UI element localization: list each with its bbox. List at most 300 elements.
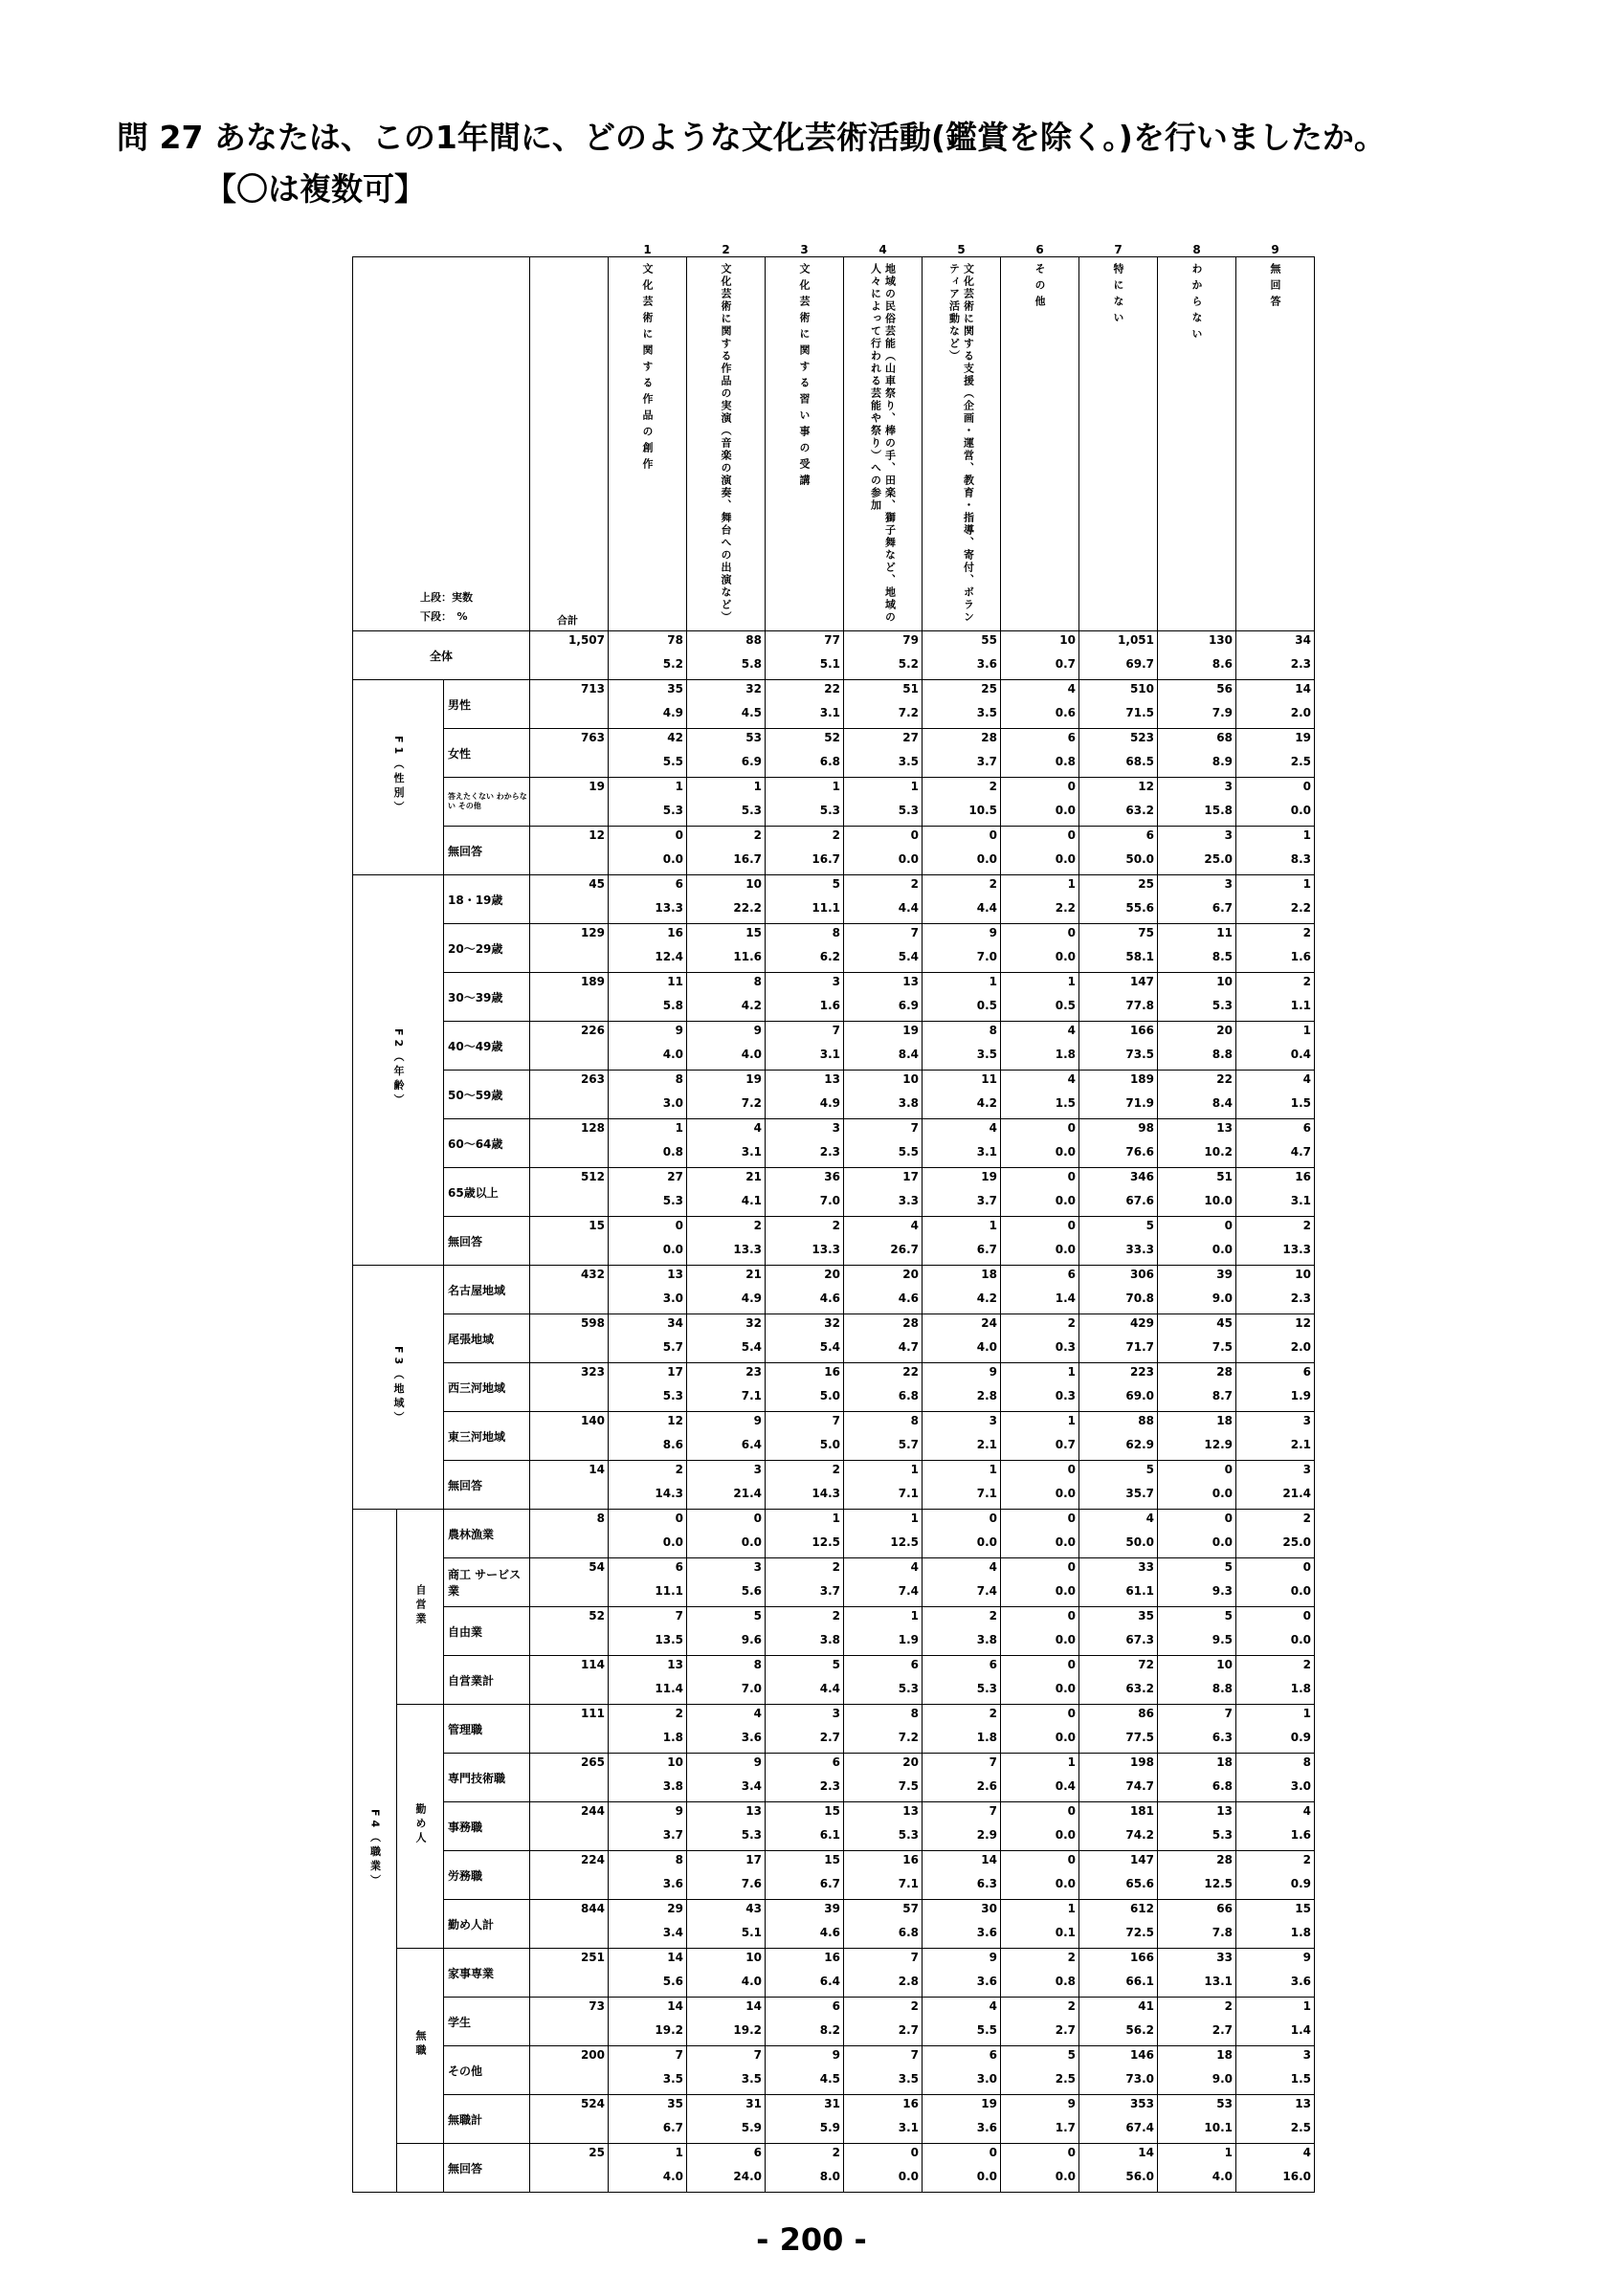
count-cell: 1: [923, 1461, 1001, 1486]
pct-cell: 15.8: [1158, 802, 1236, 827]
table-row: [353, 778, 1315, 803]
count-cell: 3: [687, 1461, 766, 1486]
count-cell: 1,051: [1079, 631, 1158, 656]
row-total: 15: [530, 1217, 609, 1266]
pct-cell: 3.5: [923, 704, 1001, 729]
row-label: 男性: [444, 680, 530, 729]
count-cell: 8: [609, 1851, 687, 1876]
count-cell: 6: [1236, 1363, 1315, 1388]
row-label-all: 全体: [353, 631, 530, 680]
pct-cell: 1.8: [1001, 1046, 1079, 1071]
pct-cell: 3.5: [923, 1046, 1001, 1071]
count-cell: 2: [1236, 924, 1315, 949]
row-total: 54: [530, 1558, 609, 1607]
pct-cell: 5.3: [844, 802, 923, 827]
count-cell: 1: [844, 1607, 923, 1632]
table-row: [353, 1705, 1315, 1730]
count-cell: 5: [1079, 1217, 1158, 1242]
count-cell: 2: [766, 1461, 844, 1486]
pct-cell: 12.4: [609, 948, 687, 973]
pct-cell: 65.6: [1079, 1875, 1158, 1900]
row-label: 労務職: [444, 1851, 530, 1900]
pct-cell: 33.3: [1079, 1241, 1158, 1266]
pct-cell: 3.6: [923, 1924, 1001, 1949]
count-cell: 4: [844, 1558, 923, 1583]
pct-cell: 2.0: [1236, 1338, 1315, 1363]
column-header-label: 文化芸術に関する支援（企画・運営、教育・指導、寄付、ボランティア活動など）: [947, 263, 975, 624]
page-number: - 200 -: [756, 2221, 867, 2258]
pct-cell: 5.4: [766, 1338, 844, 1363]
pct-cell: 56.2: [1079, 2021, 1158, 2046]
pct-cell: 4.6: [766, 1290, 844, 1314]
row-total: 844: [530, 1900, 609, 1949]
pct-cell: 0.0: [1236, 802, 1315, 827]
pct-cell: 4.6: [844, 1290, 923, 1314]
table-row: [353, 1656, 1315, 1681]
count-cell: 57: [844, 1900, 923, 1925]
column-number: 4: [878, 243, 887, 256]
count-cell: 1: [923, 1217, 1001, 1242]
count-cell: 0: [1236, 1607, 1315, 1632]
count-cell: 10: [1236, 1266, 1315, 1291]
count-cell: 510: [1079, 680, 1158, 705]
table-row: [353, 1754, 1315, 1778]
pct-cell: 0.0: [1001, 2168, 1079, 2193]
table-row: [353, 1119, 1315, 1144]
row-label: 家事専業: [444, 1949, 530, 1998]
pct-cell: 2.7: [766, 1729, 844, 1754]
pct-cell: 71.5: [1079, 704, 1158, 729]
count-cell: 30: [923, 1900, 1001, 1925]
count-cell: 0: [609, 1510, 687, 1534]
column-header: [1158, 257, 1236, 631]
pct-cell: 70.8: [1079, 1290, 1158, 1314]
count-cell: 14: [609, 1949, 687, 1974]
row-total: 323: [530, 1363, 609, 1412]
count-cell: 53: [687, 729, 766, 754]
pct-cell: 0.0: [844, 850, 923, 875]
subgroup-label-text: 勤め人: [414, 1803, 427, 1846]
pct-cell: 8.4: [844, 1046, 923, 1071]
pct-cell: 2.3: [766, 1143, 844, 1168]
count-cell: 33: [1079, 1558, 1158, 1583]
count-cell: 346: [1079, 1168, 1158, 1193]
subgroup-label: [397, 2144, 444, 2193]
count-cell: 0: [923, 2144, 1001, 2169]
pct-cell: 5.0: [766, 1387, 844, 1412]
count-cell: 51: [1158, 1168, 1236, 1193]
count-cell: 13: [844, 1802, 923, 1827]
count-cell: 14: [1236, 680, 1315, 705]
pct-cell: 0.0: [1001, 1729, 1079, 1754]
pct-cell: 7.6: [687, 1875, 766, 1900]
count-cell: 7: [609, 1607, 687, 1632]
pct-cell: 3.7: [923, 1192, 1001, 1217]
count-cell: 9: [687, 1412, 766, 1437]
pct-cell: 71.7: [1079, 1338, 1158, 1363]
column-header: [923, 257, 1001, 631]
pct-cell: 0.0: [609, 1534, 687, 1558]
count-cell: 68: [1158, 729, 1236, 754]
count-cell: 12: [609, 1412, 687, 1437]
row-total: 52: [530, 1607, 609, 1656]
count-cell: 1: [1001, 875, 1079, 900]
pct-cell: 10.0: [1158, 1192, 1236, 1217]
table-row: [353, 1412, 1315, 1437]
count-cell: 9: [766, 2046, 844, 2071]
count-cell: 9: [923, 1363, 1001, 1388]
pct-cell: 0.0: [1001, 1241, 1079, 1266]
pct-cell: 7.4: [844, 1582, 923, 1607]
count-cell: 6: [1236, 1119, 1315, 1144]
row-total: 763: [530, 729, 609, 778]
pct-cell: 13.3: [766, 1241, 844, 1266]
count-cell: 18: [1158, 2046, 1236, 2071]
count-cell: 3: [1158, 827, 1236, 851]
count-cell: 306: [1079, 1266, 1158, 1291]
pct-cell: 67.3: [1079, 1631, 1158, 1656]
pct-cell: 0.5: [923, 997, 1001, 1022]
count-cell: 19: [844, 1022, 923, 1047]
row-label: その他: [444, 2046, 530, 2095]
pct-cell: 3.8: [923, 1631, 1001, 1656]
pct-cell: 3.0: [923, 2070, 1001, 2095]
question-title: 問 27 あなたは、この1年間に、どのような文化芸術活動(鑑賞を除く。)を行いましたか。: [117, 119, 1386, 156]
row-total: 263: [530, 1071, 609, 1119]
count-cell: 1: [687, 778, 766, 803]
row-label: 無回答: [444, 2144, 530, 2193]
row-label: 60～64歳: [444, 1119, 530, 1168]
count-cell: 10: [687, 875, 766, 900]
count-cell: 17: [687, 1851, 766, 1876]
pct-cell: 0.8: [609, 1143, 687, 1168]
row-label: 東三河地域: [444, 1412, 530, 1461]
row-label: 農林漁業: [444, 1510, 530, 1558]
pct-cell: 7.2: [844, 704, 923, 729]
count-cell: 24: [923, 1314, 1001, 1339]
count-cell: 1: [844, 1510, 923, 1534]
pct-cell: 2.7: [1158, 2021, 1236, 2046]
pct-cell: 1.8: [1236, 1924, 1315, 1949]
count-cell: 0: [609, 827, 687, 851]
pct-cell: 0.8: [1001, 1973, 1079, 1998]
pct-cell: 3.3: [844, 1192, 923, 1217]
count-cell: 4: [1001, 1071, 1079, 1095]
pct-cell: 2.3: [766, 1777, 844, 1802]
pct-cell: 5.0: [766, 1436, 844, 1461]
count-cell: 13: [609, 1266, 687, 1291]
table-row: [353, 1071, 1315, 1095]
table-row: [353, 1217, 1315, 1242]
pct-cell: 11.1: [766, 899, 844, 924]
count-cell: 16: [1236, 1168, 1315, 1193]
pct-cell: 77.8: [1079, 997, 1158, 1022]
count-cell: 2: [687, 1217, 766, 1242]
row-total: 140: [530, 1412, 609, 1461]
count-cell: 13: [1158, 1802, 1236, 1827]
pct-cell: 0.0: [1001, 948, 1079, 973]
pct-cell: 0.6: [1001, 704, 1079, 729]
table-row: [353, 924, 1315, 949]
pct-cell: 63.2: [1079, 1680, 1158, 1705]
pct-cell: 2.0: [1236, 704, 1315, 729]
count-cell: 189: [1079, 1071, 1158, 1095]
column-header-label: 無回答: [1269, 263, 1281, 312]
table-row: [353, 973, 1315, 998]
count-cell: 2: [766, 2144, 844, 2169]
table-row: [353, 631, 1315, 656]
pct-cell: 10.5: [923, 802, 1001, 827]
pct-cell: 0.0: [1001, 1192, 1079, 1217]
pct-cell: 9.0: [1158, 2070, 1236, 2095]
count-cell: 4: [923, 1558, 1001, 1583]
count-cell: 11: [609, 973, 687, 998]
count-cell: 0: [844, 2144, 923, 2169]
header-corner: [353, 257, 530, 631]
count-cell: 34: [609, 1314, 687, 1339]
pct-cell: 4.0: [1158, 2168, 1236, 2193]
count-cell: 28: [923, 729, 1001, 754]
row-label: 西三河地域: [444, 1363, 530, 1412]
subgroup-label: [397, 1510, 444, 1705]
count-cell: 8: [766, 924, 844, 949]
count-cell: 2: [1236, 1656, 1315, 1681]
count-cell: 3: [766, 973, 844, 998]
count-cell: 98: [1079, 1119, 1158, 1144]
count-cell: 41: [1079, 1998, 1158, 2022]
count-cell: 2: [766, 1607, 844, 1632]
pct-cell: 22.2: [687, 899, 766, 924]
count-cell: 8: [1236, 1754, 1315, 1778]
pct-cell: 5.3: [1158, 1826, 1236, 1851]
question-note: 【〇は複数可】: [205, 170, 426, 208]
column-header-label: 文化芸術に関する習い事の受講: [798, 263, 811, 491]
column-header-label: 特にない: [1112, 263, 1124, 328]
pct-cell: 9.6: [687, 1631, 766, 1656]
pct-cell: 0.0: [923, 850, 1001, 875]
pct-cell: 5.2: [844, 655, 923, 680]
pct-cell: 5.3: [844, 1680, 923, 1705]
table-row: [353, 1266, 1315, 1291]
count-cell: 10: [609, 1754, 687, 1778]
pct-cell: 5.9: [687, 2119, 766, 2144]
table-row: [353, 1558, 1315, 1583]
group-label: [353, 1510, 397, 2193]
count-cell: 2: [766, 1217, 844, 1242]
count-cell: 0: [1001, 1851, 1079, 1876]
pct-cell: 74.2: [1079, 1826, 1158, 1851]
pct-cell: 0.0: [1158, 1241, 1236, 1266]
pct-cell: 5.3: [687, 802, 766, 827]
count-cell: 39: [1158, 1266, 1236, 1291]
count-cell: 2: [923, 875, 1001, 900]
pct-cell: 8.6: [609, 1436, 687, 1461]
count-cell: 8: [844, 1412, 923, 1437]
pct-cell: 16.7: [766, 850, 844, 875]
count-cell: 39: [766, 1900, 844, 1925]
count-cell: 0: [1001, 1656, 1079, 1681]
row-total: 189: [530, 973, 609, 1022]
count-cell: 3: [1158, 875, 1236, 900]
table-row: [353, 1363, 1315, 1388]
column-number: 6: [1035, 243, 1044, 256]
row-label: 50～59歳: [444, 1071, 530, 1119]
pct-cell: 4.0: [609, 1046, 687, 1071]
pct-cell: 2.1: [923, 1436, 1001, 1461]
count-cell: 43: [687, 1900, 766, 1925]
pct-cell: 13.3: [687, 1241, 766, 1266]
count-cell: 6: [766, 1998, 844, 2022]
row-label: 無回答: [444, 1461, 530, 1510]
pct-cell: 24.0: [687, 2168, 766, 2193]
count-cell: 1: [1236, 1998, 1315, 2022]
count-cell: 4: [1236, 2144, 1315, 2169]
pct-cell: 8.3: [1236, 850, 1315, 875]
pct-cell: 6.9: [844, 997, 923, 1022]
count-cell: 23: [687, 1363, 766, 1388]
count-cell: 7: [844, 924, 923, 949]
count-cell: 3: [1236, 2046, 1315, 2071]
pct-cell: 4.0: [923, 1338, 1001, 1363]
pct-cell: 4.9: [766, 1094, 844, 1119]
count-cell: 6: [687, 2144, 766, 2169]
count-cell: 6: [923, 2046, 1001, 2071]
count-cell: 1: [1236, 875, 1315, 900]
pct-cell: 12.5: [844, 1534, 923, 1558]
pct-cell: 0.7: [1001, 655, 1079, 680]
pct-cell: 6.8: [844, 1387, 923, 1412]
count-cell: 13: [844, 973, 923, 998]
count-cell: 14: [687, 1998, 766, 2022]
column-header-label: わからない: [1190, 263, 1203, 344]
count-cell: 2: [1236, 1851, 1315, 1876]
count-cell: 75: [1079, 924, 1158, 949]
pct-cell: 1.7: [1001, 2119, 1079, 2144]
table-row: [353, 875, 1315, 900]
count-cell: 10: [1001, 631, 1079, 656]
count-cell: 14: [923, 1851, 1001, 1876]
count-cell: 3: [1236, 1461, 1315, 1486]
pct-cell: 25.0: [1236, 1534, 1315, 1558]
count-cell: 51: [844, 680, 923, 705]
pct-cell: 5.3: [687, 1826, 766, 1851]
pct-cell: 0.0: [844, 2168, 923, 2193]
count-cell: 6: [766, 1754, 844, 1778]
pct-cell: 1.6: [766, 997, 844, 1022]
count-cell: 0: [609, 1217, 687, 1242]
count-cell: 166: [1079, 1022, 1158, 1047]
pct-cell: 8.8: [1158, 1680, 1236, 1705]
pct-cell: 2.8: [844, 1973, 923, 1998]
count-cell: 6: [923, 1656, 1001, 1681]
count-cell: 8: [687, 1656, 766, 1681]
column-header: [766, 257, 844, 631]
count-cell: 1: [1236, 1022, 1315, 1047]
count-cell: 45: [1158, 1314, 1236, 1339]
pct-cell: 6.8: [766, 753, 844, 778]
count-cell: 130: [1158, 631, 1236, 656]
pct-cell: 3.4: [687, 1777, 766, 1802]
count-cell: 12: [1236, 1314, 1315, 1339]
count-cell: 1: [609, 2144, 687, 2169]
count-cell: 66: [1158, 1900, 1236, 1925]
pct-cell: 5.9: [766, 2119, 844, 2144]
pct-cell: 0.0: [609, 1241, 687, 1266]
count-cell: 1: [1001, 1363, 1079, 1388]
pct-cell: 61.1: [1079, 1582, 1158, 1607]
count-cell: 11: [1158, 924, 1236, 949]
count-cell: 1: [609, 778, 687, 803]
count-cell: 0: [1001, 1168, 1079, 1193]
row-total: 114: [530, 1656, 609, 1705]
pct-cell: 4.5: [687, 704, 766, 729]
count-cell: 0: [1158, 1510, 1236, 1534]
row-label: 答えたくない わからない その他: [444, 778, 530, 827]
count-cell: 2: [609, 1705, 687, 1730]
count-cell: 14: [1079, 2144, 1158, 2169]
header-row: [353, 257, 1315, 631]
count-cell: 5: [687, 1607, 766, 1632]
pct-cell: 0.5: [1001, 997, 1079, 1022]
count-cell: 7: [766, 1412, 844, 1437]
count-cell: 88: [1079, 1412, 1158, 1437]
count-cell: 11: [923, 1071, 1001, 1095]
pct-cell: 19.2: [687, 2021, 766, 2046]
row-total: 224: [530, 1851, 609, 1900]
row-total: 12: [530, 827, 609, 875]
pct-cell: 12.9: [1158, 1436, 1236, 1461]
pct-cell: 11.6: [687, 948, 766, 973]
count-cell: 19: [1236, 729, 1315, 754]
pct-cell: 73.5: [1079, 1046, 1158, 1071]
pct-cell: 7.2: [844, 1729, 923, 1754]
pct-cell: 16.7: [687, 850, 766, 875]
pct-cell: 3.6: [923, 1973, 1001, 1998]
pct-cell: 3.6: [923, 2119, 1001, 2144]
pct-cell: 6.7: [609, 2119, 687, 2144]
count-cell: 5: [1001, 2046, 1079, 2071]
count-cell: 14: [609, 1998, 687, 2022]
row-label: 無回答: [444, 827, 530, 875]
count-cell: 7: [844, 1119, 923, 1144]
pct-cell: 5.7: [844, 1436, 923, 1461]
row-total: 432: [530, 1266, 609, 1314]
pct-cell: 13.1: [1158, 1973, 1236, 1998]
table-row: [353, 1314, 1315, 1339]
pct-cell: 2.2: [1236, 899, 1315, 924]
pct-cell: 2.9: [923, 1826, 1001, 1851]
count-cell: 28: [1158, 1363, 1236, 1388]
pct-cell: 4.4: [766, 1680, 844, 1705]
count-cell: 0: [844, 827, 923, 851]
pct-cell: 5.1: [766, 655, 844, 680]
count-cell: 20: [844, 1754, 923, 1778]
group-label-text: F2（年齢）: [392, 1028, 405, 1109]
count-cell: 15: [766, 1851, 844, 1876]
count-cell: 181: [1079, 1802, 1158, 1827]
pct-cell: 1.5: [1236, 1094, 1315, 1119]
count-cell: 9: [923, 1949, 1001, 1974]
count-cell: 0: [1001, 1802, 1079, 1827]
count-cell: 0: [1236, 1558, 1315, 1583]
group-label-text: F3（地域）: [392, 1345, 405, 1426]
row-total: 713: [530, 680, 609, 729]
count-cell: 18: [1158, 1412, 1236, 1437]
count-cell: 7: [844, 2046, 923, 2071]
count-cell: 31: [687, 2095, 766, 2120]
pct-cell: 3.6: [687, 1729, 766, 1754]
pct-cell: 2.5: [1236, 2119, 1315, 2144]
